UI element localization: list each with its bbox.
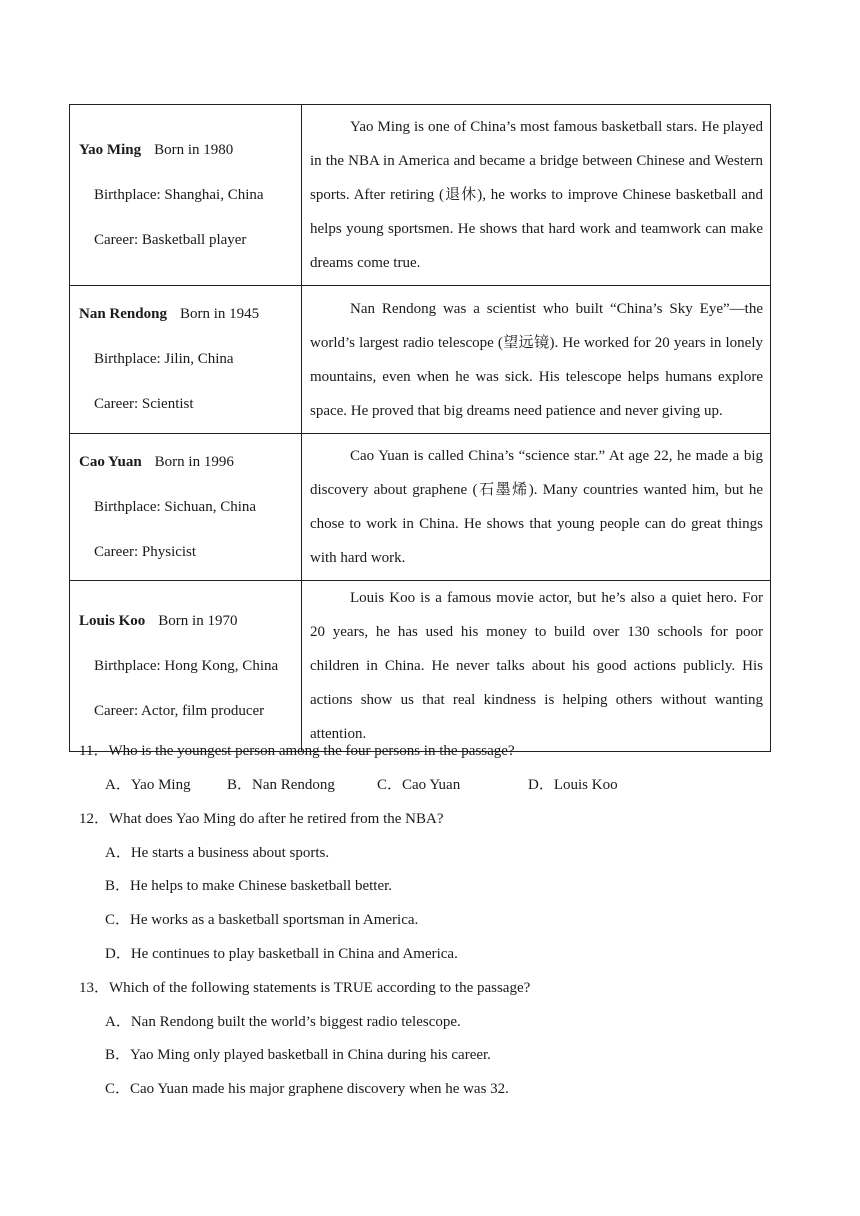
person-description: Yao Ming is one of China’s most famous basketball stars. He played in the NBA in America and became a bridge between Chinese and Western sports. After retiring (退休), he works to improve Chinese basketball and helps young sportsmen. He shows that hard work and teamwork can make dreams come true. xyxy=(310,119,763,271)
person-career: Career: Basketball player xyxy=(94,231,247,248)
question-11-option-b: B．Nan Rendong xyxy=(227,777,335,793)
person-career: Career: Actor, film producer xyxy=(94,702,265,719)
person-info-cell xyxy=(70,286,302,434)
person-birthplace: Birthplace: Sichuan, China xyxy=(94,498,257,515)
person-birthplace: Birthplace: Hong Kong, China xyxy=(94,657,279,674)
person-name: Louis Koo xyxy=(79,612,146,629)
question-11-option-a: A．Yao Ming xyxy=(105,777,191,793)
question-11-options xyxy=(105,775,665,795)
person-born: Born in 1945 xyxy=(179,306,260,322)
question-12: 12．What does Yao Ming do after he retired from the NBA? xyxy=(79,811,444,827)
question-11: 11．Who is the youngest person among the four persons in the passage? xyxy=(79,743,515,759)
question-13-option-b: B．Yao Ming only played basketball in China during his career. xyxy=(105,1047,491,1063)
person-born: Born in 1970 xyxy=(158,612,238,629)
person-career: Career: Scientist xyxy=(94,396,194,412)
person-info-cell xyxy=(70,434,302,581)
table-row xyxy=(70,105,771,286)
question-13-option-a: A．Nan Rendong built the world’s biggest radio telescope. xyxy=(105,1014,461,1030)
person-birthplace: Birthplace: Jilin, China xyxy=(94,351,234,367)
person-info-cell xyxy=(70,105,302,286)
person-name: Yao Ming xyxy=(79,141,142,158)
person-description-cell xyxy=(302,286,771,434)
table-row xyxy=(70,286,771,434)
person-description-cell xyxy=(302,581,771,752)
biography-table xyxy=(69,104,771,752)
person-info-cell xyxy=(70,581,302,752)
person-description-cell xyxy=(302,434,771,581)
person-born: Born in 1980 xyxy=(154,141,234,158)
person-description: Louis Koo is a famous movie actor, but he’s also a quiet hero. For 20 years, he has used his money to build over 130 schools for poor children in China. He never talks about his good actions publicly. His actions show us that real kindness is helping others without wanting attention. xyxy=(310,590,763,742)
person-born: Born in 1996 xyxy=(154,453,234,470)
person-description-cell xyxy=(302,105,771,286)
question-11-option-c: C．Cao Yuan xyxy=(377,777,461,793)
question-12-option-a: A．He starts a business about sports. xyxy=(105,845,330,861)
question-12-option-b: B．He helps to make Chinese basketball better. xyxy=(105,878,393,894)
person-description: Nan Rendong was a scientist who built “China’s Sky Eye”—the world’s largest radio telescope (望远镜). He worked for 20 years in lonely mountains, even when he was sick. His telescope helps humans explore space. He proved that big dreams need patience and never giving up. xyxy=(310,300,763,419)
question-12-option-c: C．He works as a basketball sportsman in America. xyxy=(105,912,419,928)
person-description: Cao Yuan is called China’s “science star.” At age 22, he made a big discovery about graphene (石墨烯). Many countries wanted him, but he chose to work in China. He shows that young people can do great things with hard work. xyxy=(310,448,763,566)
question-11-option-d: D．Louis Koo xyxy=(528,777,618,793)
person-name: Nan Rendong xyxy=(79,306,167,322)
question-13-option-c: C．Cao Yuan made his major graphene discovery when he was 32. xyxy=(105,1081,509,1097)
person-name: Cao Yuan xyxy=(79,453,142,470)
table-row xyxy=(70,581,771,752)
person-career: Career: Physicist xyxy=(94,543,197,560)
table-row xyxy=(70,434,771,581)
question-13: 13．Which of the following statements is TRUE according to the passage? xyxy=(79,980,531,996)
question-12-option-d: D．He continues to play basketball in China and America. xyxy=(105,946,458,962)
person-birthplace: Birthplace: Shanghai, China xyxy=(94,186,264,203)
